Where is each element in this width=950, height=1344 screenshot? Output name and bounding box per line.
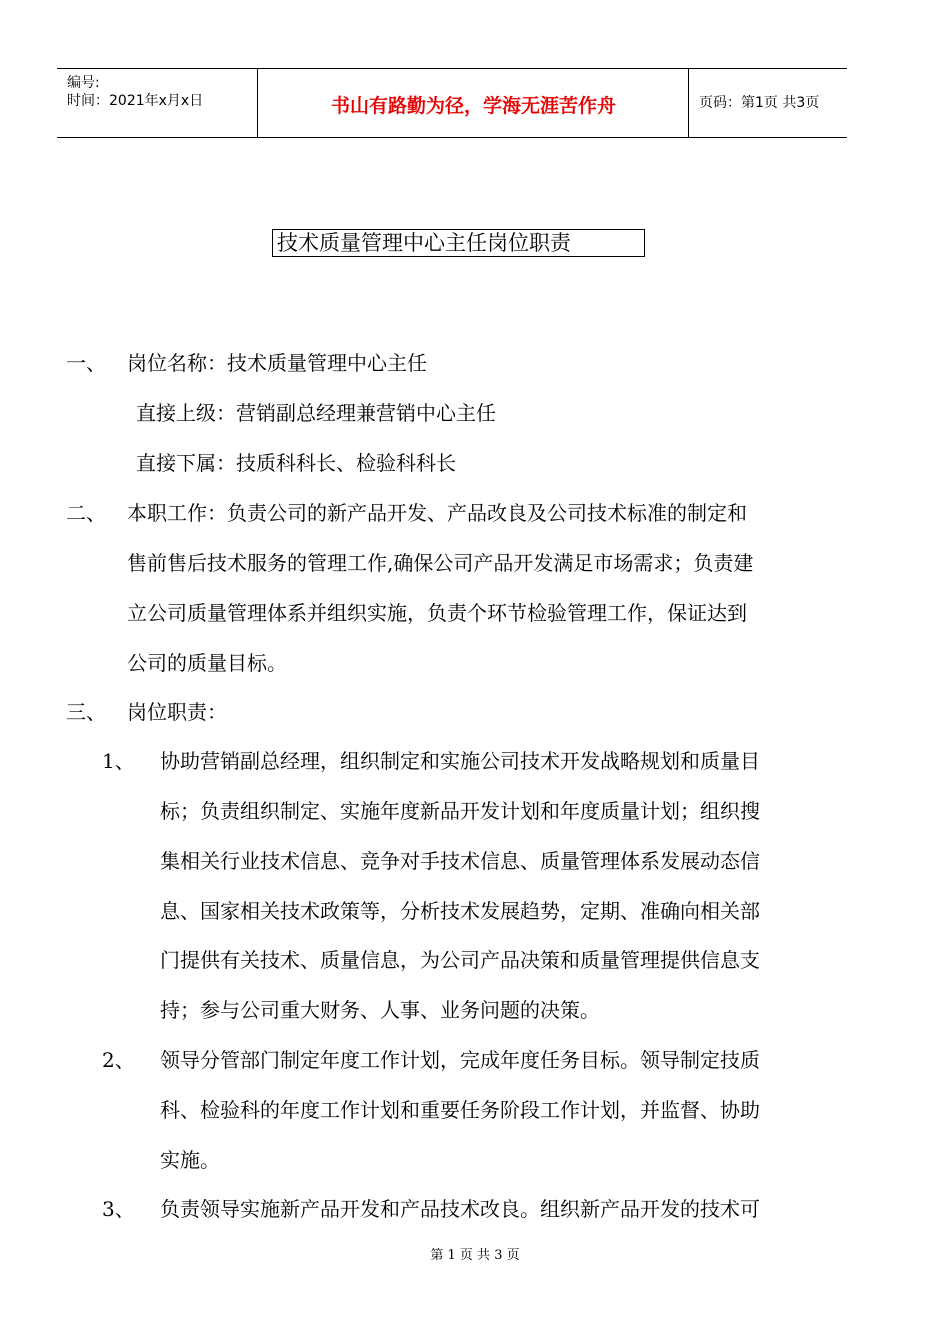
item-line: 科、检验科的年度工作计划和重要任务阶段工作计划，并监督、协助 <box>160 1098 760 1122</box>
direct-superior-line: 直接上级：营销副总经理兼营销中心主任 <box>136 401 496 425</box>
item-3-number: 3、 <box>102 1197 135 1221</box>
item-line: 标；负责组织制定、实施年度新品开发计划和年度质量计划；组织搜 <box>160 799 760 823</box>
section-3-heading: 岗位职责： <box>127 700 227 724</box>
header-page-cell <box>689 69 847 137</box>
item-line: 息、国家相关技术政策等，分析技术发展趋势，定期、准确向相关部 <box>160 899 760 923</box>
item-1-number: 1、 <box>102 749 135 773</box>
direct-subordinate-line: 直接下属：技质科科长、检验科科长 <box>136 451 456 475</box>
section-3-number: 三、 <box>66 700 106 724</box>
item-line: 持；参与公司重大财务、人事、业务问题的决策。 <box>160 998 600 1022</box>
header-table <box>57 68 847 138</box>
motto-text: 书山有路勤为径，学海无涯苦作舟 <box>330 95 616 117</box>
document-title: 技术质量管理中心主任岗位职责 <box>272 229 645 257</box>
page-label: 页码：第1页 共3页 <box>699 95 820 111</box>
item-2-number: 2、 <box>102 1048 135 1072</box>
paragraph-line: 本职工作：负责公司的新产品开发、产品改良及公司技术标准的制定和 <box>127 501 747 525</box>
item-line: 门提供有关技术、质量信息，为公司产品决策和质量管理提供信息支 <box>160 948 760 972</box>
serial-label: 编号: <box>67 75 100 91</box>
item-line: 集相关行业技术信息、竞争对手技术信息、质量管理体系发展动态信 <box>160 849 760 873</box>
paragraph-line: 售前售后技术服务的管理工作,确保公司产品开发满足市场需求；负责建 <box>127 551 754 575</box>
section-2-number: 二、 <box>66 501 106 525</box>
item-line: 负责领导实施新产品开发和产品技术改良。组织新产品开发的技术可 <box>160 1197 760 1221</box>
page-footer: 第 1 页 共 3 页 <box>430 1248 520 1263</box>
item-line: 领导分管部门制定年度工作计划，完成年度任务目标。领导制定技质 <box>160 1048 760 1072</box>
header-info-cell <box>57 69 258 137</box>
paragraph-line: 公司的质量目标。 <box>127 651 287 675</box>
section-1-number: 一、 <box>66 351 106 375</box>
header-motto-cell <box>258 69 689 137</box>
item-line: 实施。 <box>160 1148 220 1172</box>
time-label: 时间：2021年x月x日 <box>67 93 204 109</box>
position-name-line: 岗位名称：技术质量管理中心主任 <box>127 351 427 375</box>
paragraph-line: 立公司质量管理体系并组织实施，负责个环节检验管理工作，保证达到 <box>127 601 747 625</box>
item-line: 协助营销副总经理，组织制定和实施公司技术开发战略规划和质量目 <box>160 749 760 773</box>
